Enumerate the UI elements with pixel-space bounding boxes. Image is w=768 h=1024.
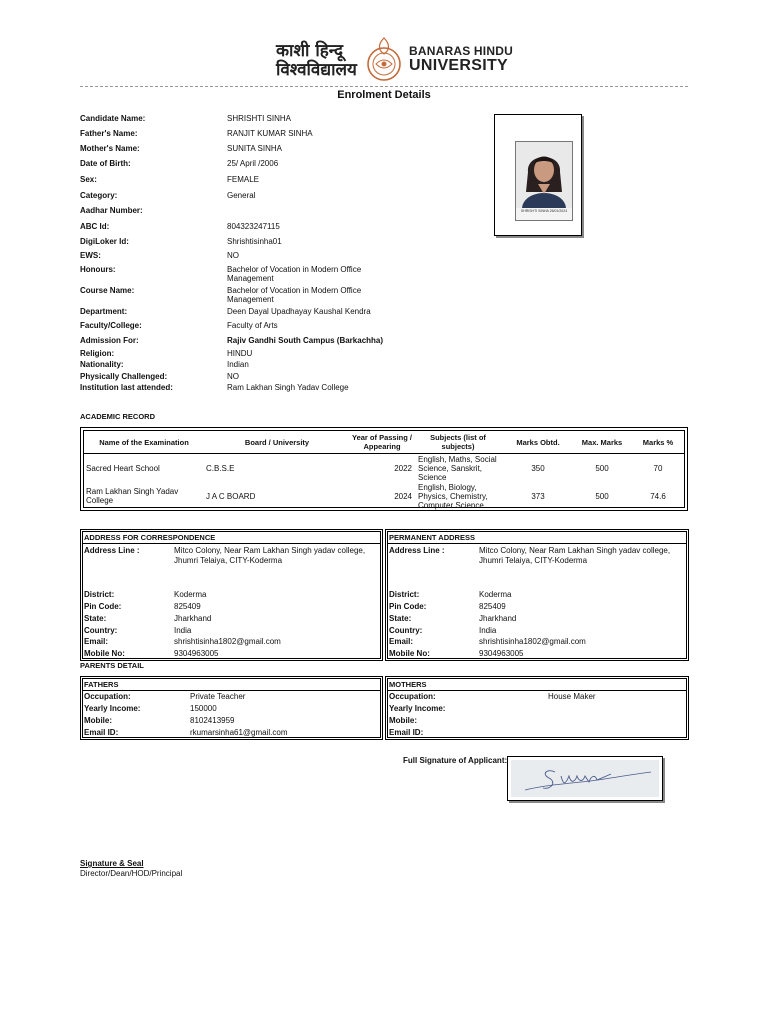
field-value: Rajiv Gandhi South Campus (Barkachha): [227, 336, 384, 345]
field-value: Bachelor of Vocation in Modern Office Management: [227, 265, 362, 283]
address-heading-divider: [388, 543, 686, 544]
address-heading: PERMANENT ADDRESS: [389, 533, 475, 542]
table-cell: English, Biology, Physics, Chemistry, Computer Science: [418, 482, 488, 510]
field-value: General: [227, 191, 256, 200]
parent-field-label: Mobile:: [84, 716, 112, 725]
field-value: Shrishtisinha01: [227, 237, 282, 246]
field-label: ABC Id:: [80, 222, 110, 231]
field-value: FEMALE: [227, 175, 260, 184]
applicant-photo-frame: [494, 114, 582, 236]
signature-seal-label: Signature & Seal: [80, 859, 144, 868]
field-value: Faculty of Arts: [227, 321, 278, 330]
field-value: SHRISHTI SINHA: [227, 114, 292, 123]
table-header-cell: Marks Obtd.: [516, 437, 560, 447]
parents-detail-heading: PARENTS DETAIL: [80, 661, 144, 670]
signature-scribble-icon: [511, 760, 659, 797]
page-title: Enrolment Details: [337, 89, 431, 101]
field-label: DigiLoker Id:: [80, 237, 129, 246]
permanent-address-box: [385, 529, 689, 661]
header-divider: [80, 86, 688, 87]
logo-hindi: [276, 42, 357, 80]
parent-field-label: Mobile:: [389, 716, 417, 725]
table-header-cell: Name of the Examination: [99, 437, 189, 447]
field-value: Bachelor of Vocation in Modern Office Management: [227, 286, 362, 304]
table-header-cell: Max. Marks: [581, 437, 623, 447]
field-label: Sex:: [80, 175, 97, 184]
address-field-value: India: [479, 626, 497, 635]
logo-hindi-line1: काशी हिन्दू: [276, 41, 344, 61]
field-label: Physically Challenged:: [80, 372, 168, 381]
field-label: Mother's Name:: [80, 144, 140, 153]
address-field-value: Jharkhand: [479, 614, 517, 623]
address-field-value: 825409: [174, 602, 201, 611]
table-cell: 500: [595, 463, 609, 473]
mothers-box: [385, 676, 689, 740]
address-field-value: 825409: [479, 602, 506, 611]
address-field-value: 9304963005: [479, 649, 524, 658]
address-heading: ADDRESS FOR CORRESPONDENCE: [84, 533, 216, 542]
address-field-label: Email:: [84, 637, 109, 646]
parent-field-label: Yearly Income:: [389, 704, 446, 713]
parent-heading-divider: [388, 690, 686, 691]
table-cell: Ram Lakhan Singh Yadav College: [86, 487, 179, 505]
applicant-signature: [511, 760, 659, 797]
field-value: 25/ April /2006: [227, 159, 279, 168]
address-field-value: 9304963005: [174, 649, 219, 658]
table-cell: English, Maths, Social Science, Sanskrit, Science: [418, 454, 497, 482]
table-cell: J A C BOARD: [206, 491, 256, 501]
field-value: Ram Lakhan Singh Yadav College: [227, 383, 349, 392]
field-label: Candidate Name:: [80, 114, 146, 123]
table-cell: Sacred Heart School: [86, 463, 160, 473]
field-label: EWS:: [80, 251, 101, 260]
authority-roles: Director/Dean/HOD/Principal: [80, 869, 183, 878]
parent-heading: MOTHERS: [389, 680, 427, 689]
table-cell: 2022: [394, 463, 412, 473]
parent-field-value: House Maker: [548, 692, 596, 701]
field-value: SUNITA SINHA: [227, 144, 282, 153]
address-field-label: Mobile No:: [389, 649, 430, 658]
address-field-label: Email:: [389, 637, 414, 646]
field-value: HINDU: [227, 349, 253, 358]
field-value: Deen Dayal Upadhayay Kaushal Kendra: [227, 307, 371, 316]
address-field-label: Country:: [84, 626, 118, 635]
table-cell: C.B.S.E: [206, 463, 235, 473]
address-field-value: Jharkhand: [174, 614, 212, 623]
address-field-value: Koderma: [479, 590, 512, 599]
field-label: Department:: [80, 307, 128, 316]
table-cell: 500: [595, 491, 609, 501]
table-cell: 2024: [394, 491, 412, 501]
person-photo-icon: [516, 142, 572, 208]
field-value: NO: [227, 251, 239, 260]
field-label: Category:: [80, 191, 118, 200]
correspondence-address-box: [80, 529, 383, 661]
address-field-value: shrishtisinha1802@gmail.com: [174, 637, 281, 646]
logo-english-line2: UNIVERSITY: [409, 57, 509, 74]
parent-field-value: rkumarsinha61@gmail.com: [190, 728, 288, 737]
field-label: Father's Name:: [80, 129, 138, 138]
photo-caption: SHRISHTI SINHA 26/01/2024: [520, 209, 568, 213]
field-value: Indian: [227, 360, 249, 369]
parent-field-label: Yearly Income:: [84, 704, 141, 713]
address-field-label: Pin Code:: [389, 602, 427, 611]
field-value: 804323247115: [227, 222, 280, 231]
parent-field-label: Occupation:: [84, 692, 131, 701]
address-field-value: Koderma: [174, 590, 207, 599]
field-label: Institution last attended:: [80, 383, 173, 392]
address-line-value: Mitco Colony, Near Ram Lakhan Singh yadav college, Jhumri Telaiya, CITY-Koderma: [174, 546, 366, 565]
address-field-value: India: [174, 626, 192, 635]
table-header-cell: Year of Passing / Appearing: [351, 433, 413, 451]
address-heading-divider: [83, 543, 380, 544]
table-cell: 74.6: [650, 491, 666, 501]
signature-label: Full Signature of Applicant:: [403, 756, 508, 765]
academic-record-table: [80, 427, 688, 511]
parent-field-label: Email ID:: [84, 728, 119, 737]
fathers-box: [80, 676, 383, 740]
field-label: Nationality:: [80, 360, 124, 369]
table-header-cell: Board / University: [244, 437, 310, 447]
address-field-label: Mobile No:: [84, 649, 125, 658]
field-label: Aadhar Number:: [80, 206, 143, 215]
applicant-signature-box: [507, 756, 663, 801]
field-label: Date of Birth:: [80, 159, 131, 168]
address-field-label: State:: [389, 614, 412, 623]
university-seal-icon: [364, 34, 404, 82]
parent-field-value: 150000: [190, 704, 217, 713]
address-field-label: Country:: [389, 626, 423, 635]
parent-heading-divider: [83, 690, 380, 691]
table-cell: 350: [531, 463, 545, 473]
logo-english-line1: BANARAS HINDU: [409, 44, 513, 58]
table-header-cell: Marks %: [642, 437, 674, 447]
parent-field-value: Private Teacher: [190, 692, 246, 701]
table-cell: 70: [653, 463, 663, 473]
field-label: Admission For:: [80, 336, 139, 345]
address-line-label: Address Line :: [389, 546, 445, 555]
parent-field-label: Email ID:: [389, 728, 424, 737]
address-line-value: Mitco Colony, Near Ram Lakhan Singh yadav college, Jhumri Telaiya, CITY-Koderma: [479, 546, 671, 565]
address-field-value: shrishtisinha1802@gmail.com: [479, 637, 586, 646]
address-field-label: District:: [389, 590, 420, 599]
parent-field-label: Occupation:: [389, 692, 436, 701]
field-label: Honours:: [80, 265, 116, 274]
applicant-photo: [515, 141, 573, 221]
table-header-cell: Subjects (list of subjects): [430, 433, 486, 451]
parent-field-value: 8102413959: [190, 716, 235, 725]
address-field-label: District:: [84, 590, 115, 599]
address-field-label: State:: [84, 614, 107, 623]
field-label: Faculty/College:: [80, 321, 142, 330]
address-field-label: Pin Code:: [84, 602, 122, 611]
parent-heading: FATHERS: [84, 680, 119, 689]
field-label: Course Name:: [80, 286, 135, 295]
academic-record-heading: ACADEMIC RECORD: [80, 412, 155, 421]
logo-hindi-line2: विश्वविद्यालय: [276, 60, 357, 80]
table-cell: 373: [531, 491, 545, 501]
field-value: RANJIT KUMAR SINHA: [227, 129, 313, 138]
field-label: Religion:: [80, 349, 115, 358]
address-line-label: Address Line :: [84, 546, 140, 555]
field-value: NO: [227, 372, 239, 381]
